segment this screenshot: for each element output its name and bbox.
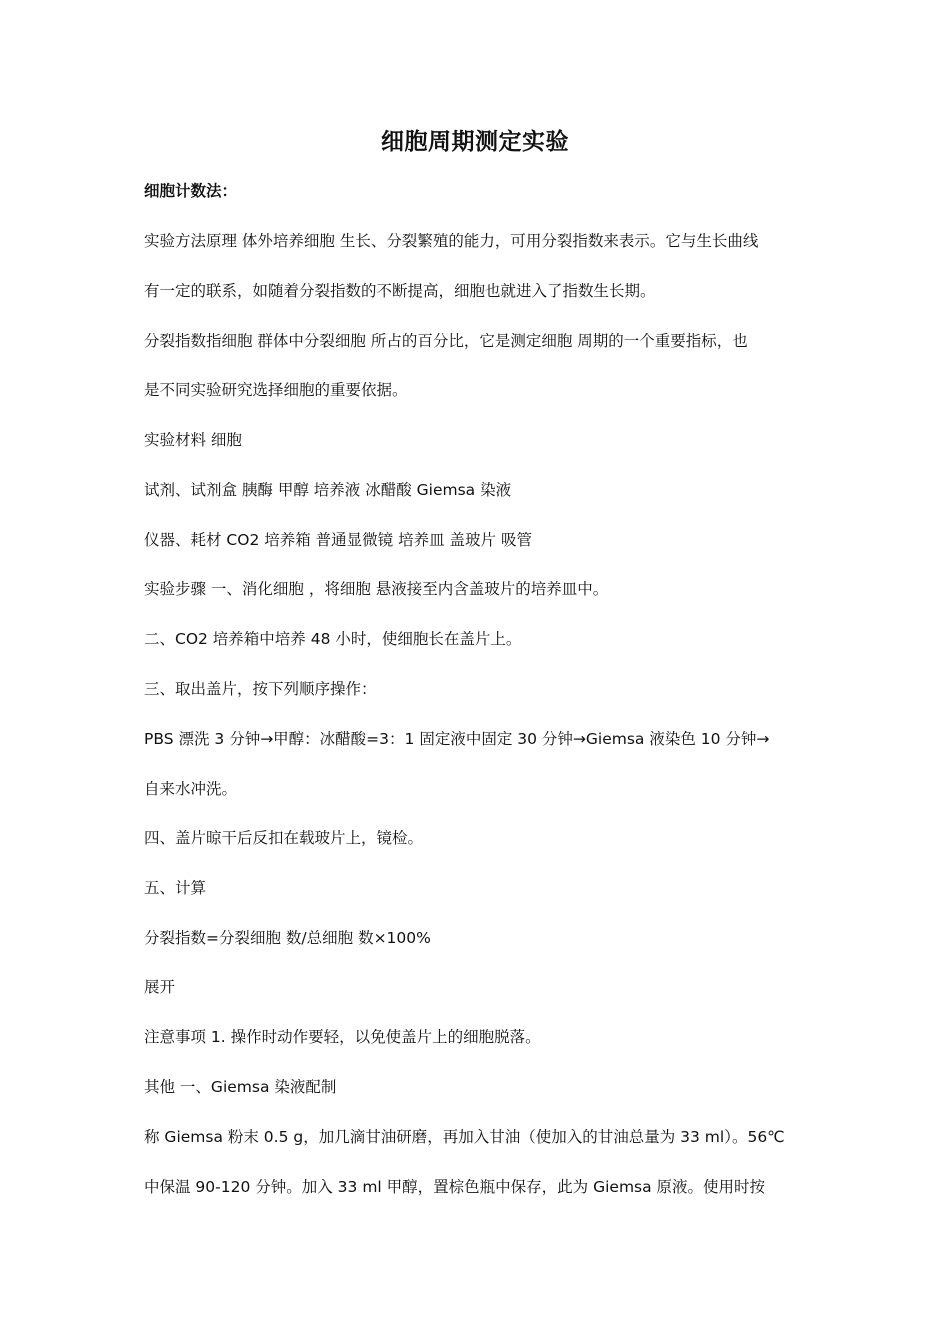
expand-link[interactable]: 展开	[144, 978, 176, 996]
paragraph-line: 仪器、耗材 CO2 培养箱 普通显微镜 培养皿 盖玻片 吸管	[144, 531, 532, 549]
paragraph-line: 称 Giemsa 粉末 0.5 g，加几滴甘油研磨，再加入甘油（使加入的甘油总量为 33 ml）。56℃	[144, 1128, 785, 1146]
paragraph-line: 实验方法原理 体外培养细胞 生长、分裂繁殖的能力，可用分裂指数来表示。它与生长曲线	[144, 232, 759, 250]
paragraph-line: 是不同实验研究选择细胞的重要依据。	[144, 381, 408, 399]
paragraph-line: 中保温 90-120 分钟。加入 33 ml 甲醇，置棕色瓶中保存，此为 Giemsa 原液。使用时按	[144, 1178, 766, 1196]
paragraph-line: 五、计算	[144, 879, 207, 897]
paragraph-line: 其他 一、Giemsa 染液配制	[144, 1078, 337, 1096]
paragraph-line: 三、取出盖片，按下列顺序操作：	[144, 680, 377, 698]
paragraph-line: 二、CO2 培养箱中培养 48 小时，使细胞长在盖片上。	[144, 630, 522, 648]
paragraph-line: 分裂指数=分裂细胞 数/总细胞 数×100%	[144, 929, 431, 947]
paragraph-line: 注意事项 1. 操作时动作要轻，以免使盖片上的细胞脱落。	[144, 1028, 541, 1046]
paragraph-line: 试剂、试剂盒 胰酶 甲醇 培养液 冰醋酸 Giemsa 染液	[144, 481, 512, 499]
section-heading: 细胞计数法：	[144, 182, 238, 200]
paragraph-line: 有一定的联系，如随着分裂指数的不断提高，细胞也就进入了指数生长期。	[144, 282, 656, 300]
paragraph-line: 分裂指数指细胞 群体中分裂细胞 所占的百分比，它是测定细胞 周期的一个重要指标，也	[144, 332, 748, 350]
paragraph-line: PBS 漂洗 3 分钟→甲醇：冰醋酸=3：1 固定液中固定 30 分钟→Giemsa 液染色 10 分钟→	[144, 730, 770, 748]
paragraph-line: 自来水冲洗。	[144, 780, 238, 798]
paragraph-line: 实验材料 细胞	[144, 431, 242, 449]
paragraph-line: 四、盖片晾干后反扣在载玻片上，镜检。	[144, 829, 424, 847]
document-title: 细胞周期测定实验	[381, 129, 569, 155]
paragraph-line: 实验步骤 一、消化细胞 ，将细胞 悬液接至内含盖玻片的培养皿中。	[144, 580, 609, 598]
